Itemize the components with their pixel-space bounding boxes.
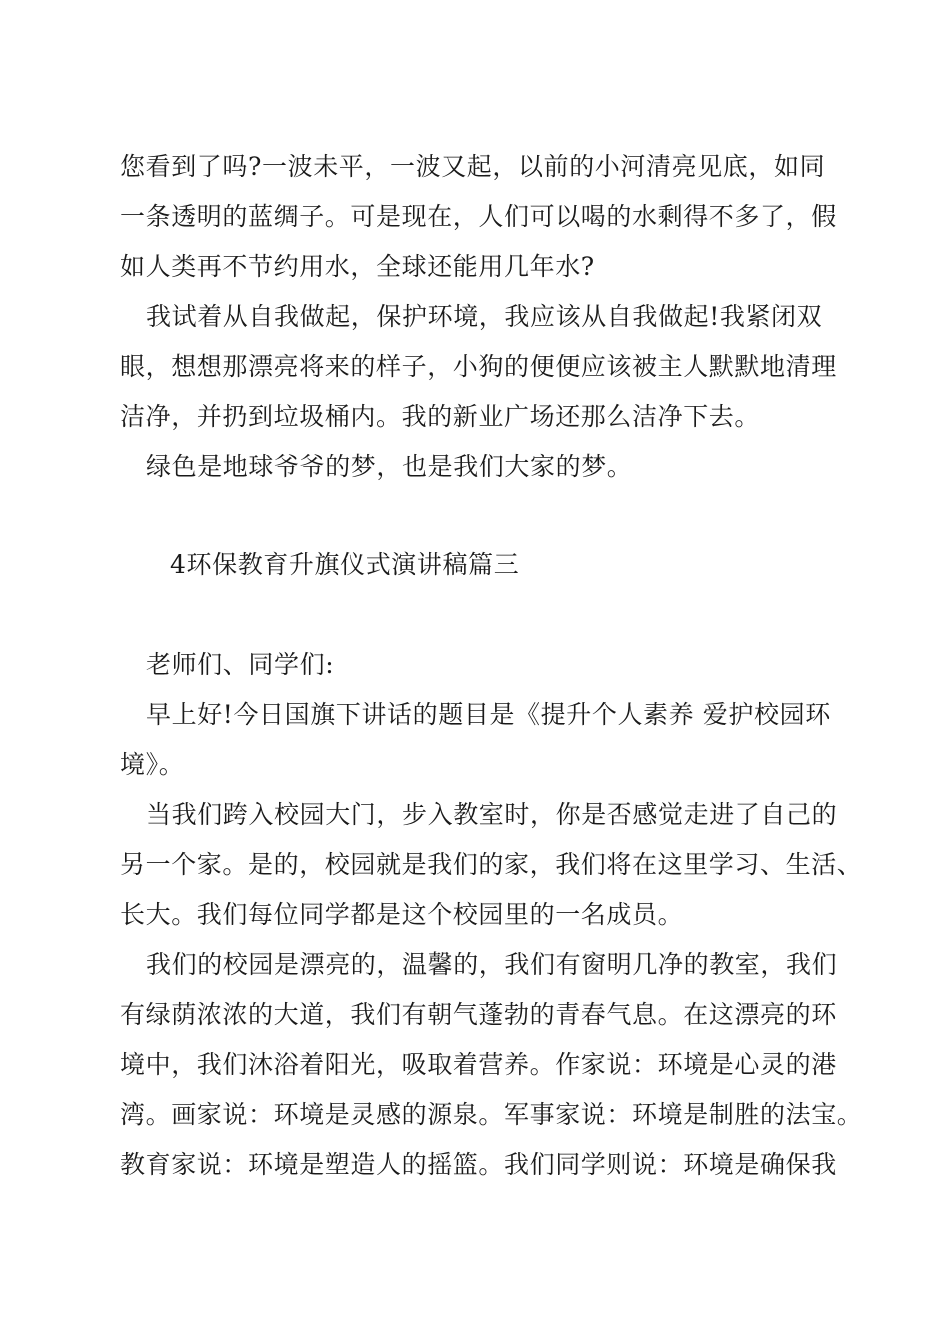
paragraph-line: 我们的校园是漂亮的，温馨的，我们有窗明几净的教室，我们 <box>146 950 838 979</box>
paragraph-line: 有绿荫浓浓的大道，我们有朝气蓬勃的青春气息。在这漂亮的环 <box>120 1000 837 1029</box>
paragraph-line: 眼，想想那漂亮将来的样子，小狗的便便应该被主人默默地清理 <box>120 352 837 381</box>
paragraph-line: 教育家说：环境是塑造人的摇篮。我们同学则说：环境是确保我 <box>120 1150 837 1179</box>
paragraph-line: 如人类再不节约用水，全球还能用几年水? <box>120 252 595 281</box>
paragraph-line: 洁净，并扔到垃圾桶内。我的新业广场还那么洁净下去。 <box>120 402 761 431</box>
paragraph-line: 境中，我们沐浴着阳光，吸取着营养。作家说：环境是心灵的港 <box>120 1050 837 1079</box>
paragraph-line: 湾。画家说：环境是灵感的源泉。军事家说：环境是制胜的法宝。 <box>120 1100 863 1129</box>
section-heading: 4环保教育升旗仪式演讲稿篇三 <box>170 550 520 579</box>
paragraph-line: 当我们跨入校园大门，步入教室时，你是否感觉走进了自己的 <box>146 800 838 829</box>
paragraph-line: 老师们、同学们: <box>146 650 335 679</box>
paragraph-line: 另一个家。是的，校园就是我们的家，我们将在这里学习、生活、 <box>120 850 863 879</box>
paragraph-line: 我试着从自我做起，保护环境，我应该从自我做起!我紧闭双 <box>146 302 823 331</box>
paragraph-line: 一条透明的蓝绸子。可是现在，人们可以喝的水剩得不多了，假 <box>120 202 837 231</box>
paragraph-line: 早上好!今日国旗下讲话的题目是《提升个人素养 爱护校园环 <box>146 700 831 729</box>
paragraph-line: 境》。 <box>120 750 185 779</box>
paragraph-line: 您看到了吗?一波未平，一波又起，以前的小河清亮见底，如同 <box>120 152 826 181</box>
paragraph-line: 绿色是地球爷爷的梦，也是我们大家的梦。 <box>146 452 633 481</box>
paragraph-line: 长大。我们每位同学都是这个校园里的一名成员。 <box>120 900 684 929</box>
